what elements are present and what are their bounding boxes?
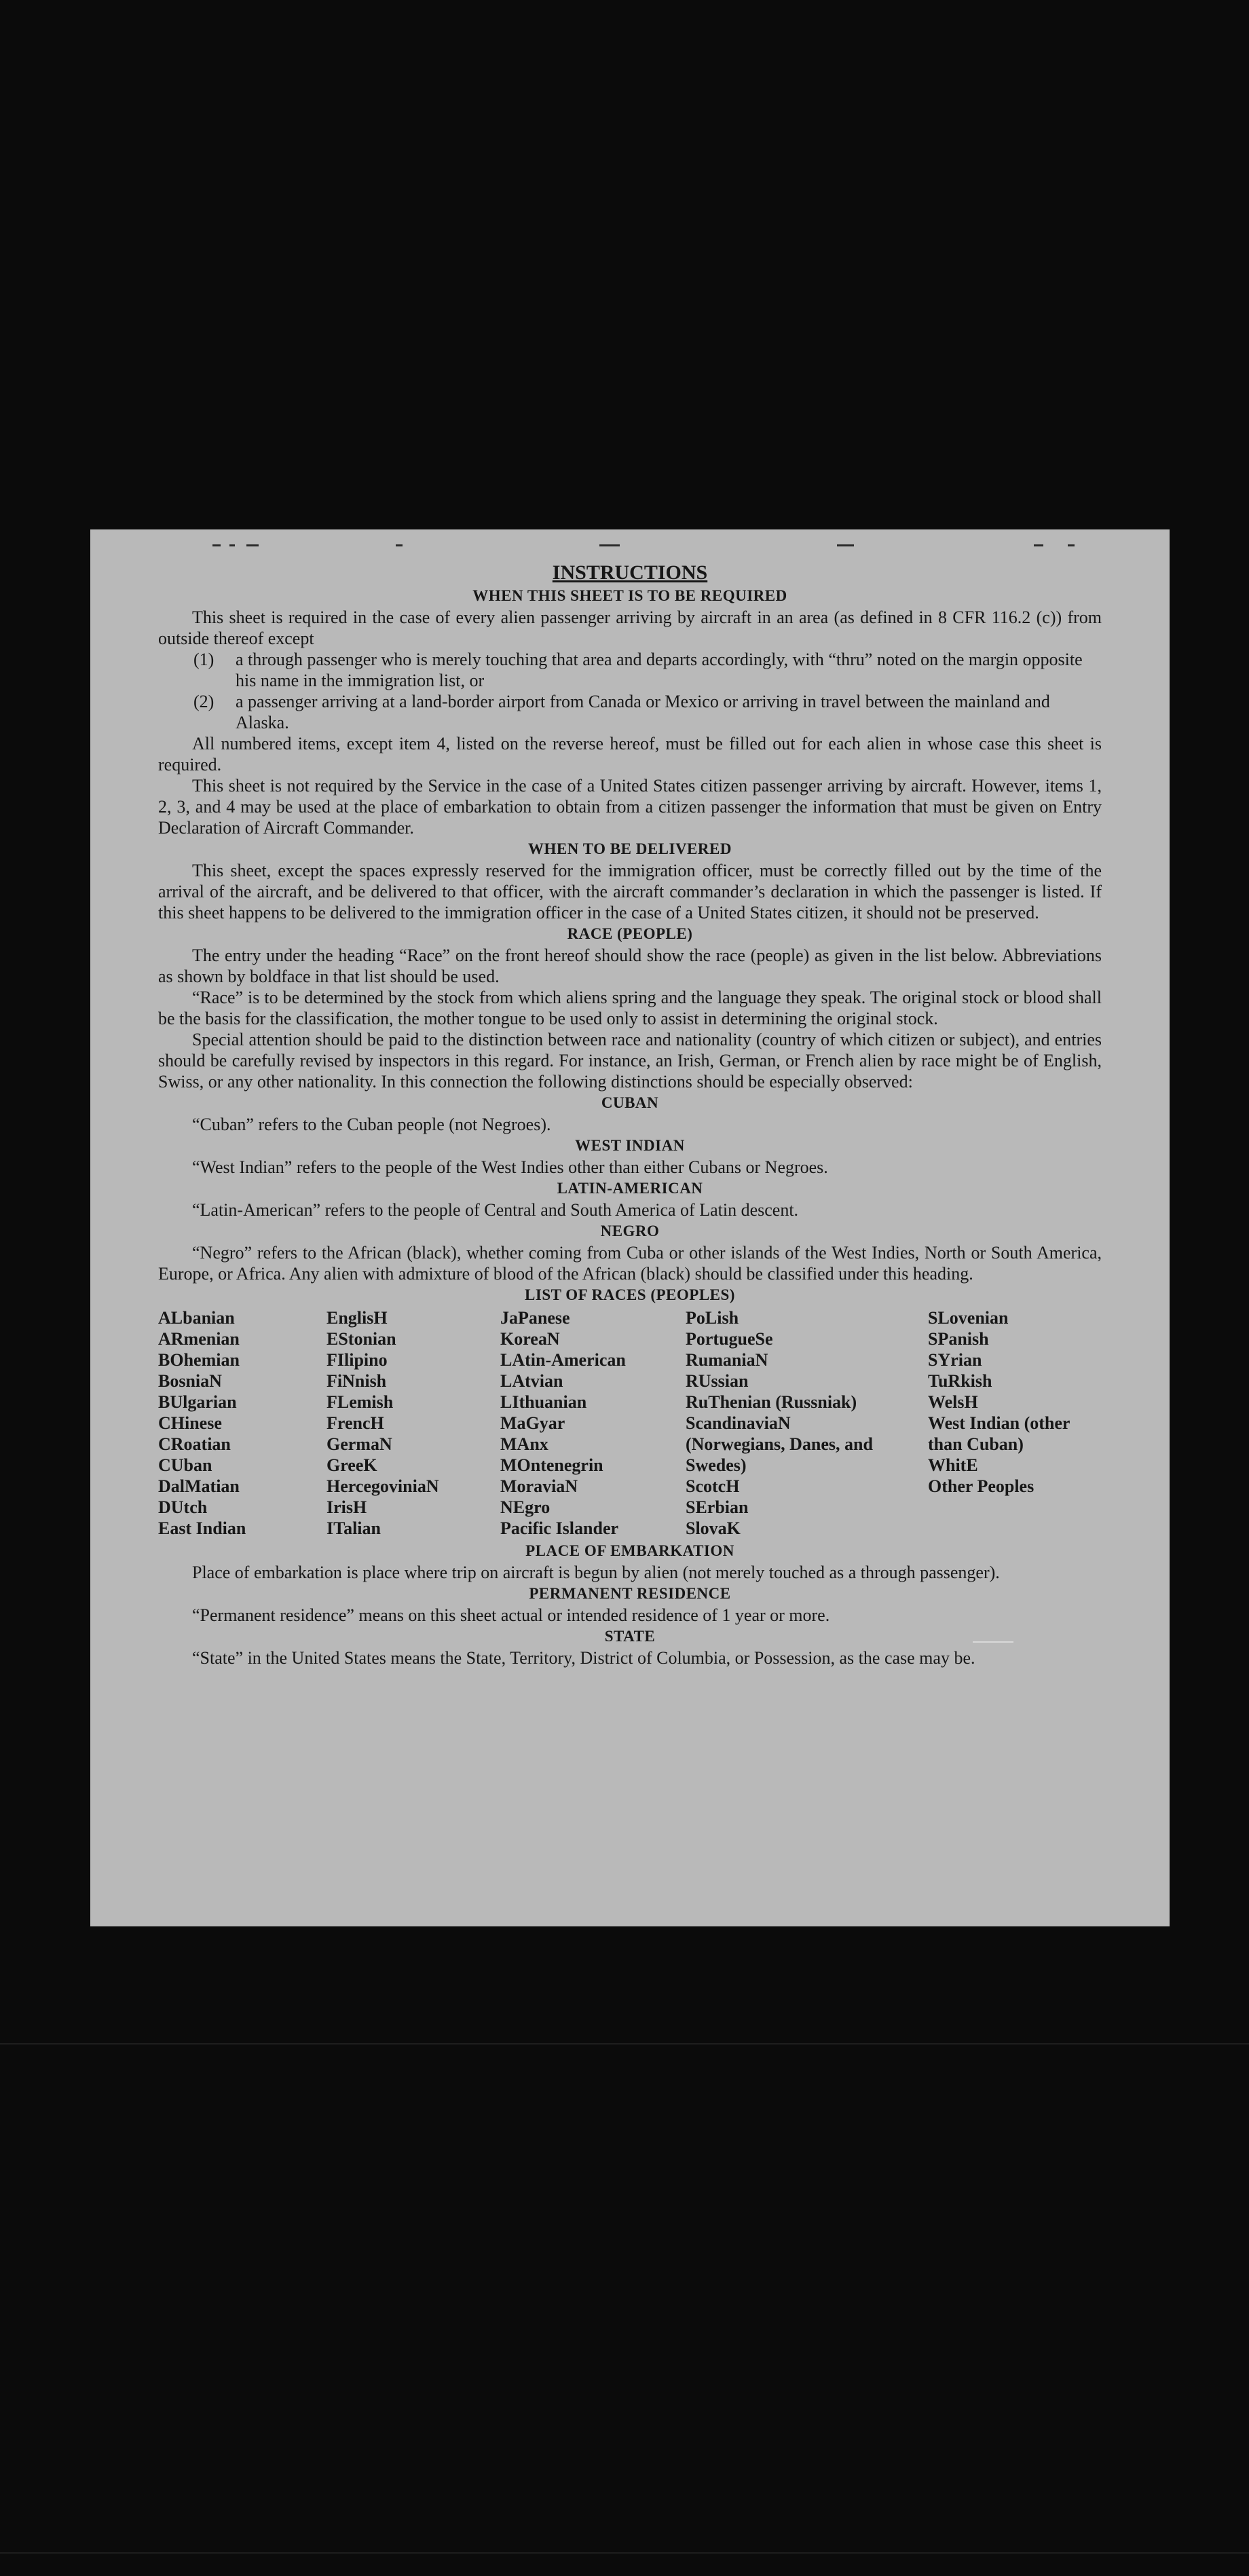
race-item: FiNnish	[327, 1371, 387, 1391]
paragraph-race-3: Special attention should be paid to the distinction between race and nationality (country of which citizen or subject), and entries should be carefully revised by inspectors in this regard. For instance, an Irish, German, or French alien by race might be of English, Swiss, or any other nationality. In this connection the following distinctions should be especially observed:	[158, 1030, 1102, 1091]
race-item: FLemish	[327, 1392, 394, 1412]
heading-cuban: CUBAN	[601, 1094, 659, 1111]
race-item: MOntenegrin	[500, 1455, 603, 1475]
race-item: EStonian	[327, 1329, 396, 1349]
race-item: RUssian	[686, 1371, 749, 1391]
race-item: TuRkish	[928, 1371, 992, 1391]
paragraph-numbered-items: All numbered items, except item 4, listed on the reverse hereof, must be filled out for each alien in whose case this sheet is required.	[158, 734, 1102, 774]
heading-place-of-embarkation: PLACE OF EMBARKATION	[525, 1542, 734, 1559]
race-item: BUlgarian	[158, 1392, 237, 1412]
race-item: SErbian	[686, 1497, 749, 1517]
exception-item-1	[193, 649, 1102, 691]
paragraph-cuban: “Cuban” refers to the Cuban people (not Negroes).	[192, 1115, 551, 1134]
races-column-1	[158, 1307, 327, 1539]
races-column-2	[327, 1307, 500, 1539]
heading-list-of-races: LIST OF RACES (PEOPLES)	[525, 1286, 735, 1303]
race-item: WhitE	[928, 1455, 978, 1475]
paragraph-west-indian: “West Indian” refers to the people of the West Indies other than either Cubans or Negroes.	[192, 1157, 828, 1177]
race-item: LAtin-American	[500, 1350, 626, 1370]
race-item: PortugueSe	[686, 1329, 773, 1349]
races-list	[158, 1307, 1102, 1539]
scan-mark	[973, 1641, 1013, 1643]
races-column-3	[500, 1307, 686, 1539]
race-item: FIlipino	[327, 1350, 388, 1370]
race-item: GermaN	[327, 1434, 392, 1454]
paragraph-not-required: This sheet is not required by the Service in the case of a United States citizen passenger arriving by aircraft. However, items 1, 2, 3, and 4 may be used at the place of embarkation to obtain from a citizen passenger the information that must be given on Entry Declaration of Aircraft Commander.	[158, 776, 1102, 838]
race-item: BosniaN	[158, 1371, 222, 1391]
race-item: ScandinaviaN (Norwegians, Danes, and Swedes)	[686, 1413, 873, 1475]
races-column-4	[686, 1307, 928, 1539]
paragraph-race-1: The entry under the heading “Race” on the front hereof should show the race (people) as given in the list below. Abbreviations as shown by boldface in that list should be used.	[158, 946, 1102, 986]
race-item: Pacific Islander	[500, 1518, 619, 1538]
race-item: LAtvian	[500, 1371, 563, 1391]
scan-line	[0, 2552, 1249, 2554]
race-item: EnglisH	[327, 1308, 388, 1328]
race-item: KoreaN	[500, 1329, 560, 1349]
race-item: FrencH	[327, 1413, 384, 1433]
paragraph-required: This sheet is required in the case of every alien passenger arriving by aircraft in an area (as defined in 8 CFR 116.2 (c)) from outside thereof except	[158, 608, 1102, 648]
race-item: MaGyar	[500, 1413, 565, 1433]
race-item: ScotcH	[686, 1476, 740, 1496]
race-item: MoraviaN	[500, 1476, 578, 1496]
heading-latin-american: LATIN-AMERICAN	[557, 1180, 703, 1197]
race-item: WelsH	[928, 1392, 978, 1412]
race-item: CRoatian	[158, 1434, 231, 1454]
race-item: SPanish	[928, 1329, 989, 1349]
scan-specks	[90, 544, 1170, 558]
heading-when-required: WHEN THIS SHEET IS TO BE REQUIRED	[472, 587, 787, 604]
race-item: ALbanian	[158, 1308, 235, 1328]
race-item: ITalian	[327, 1518, 381, 1538]
race-item: East Indian	[158, 1518, 246, 1538]
scan-line	[0, 2043, 1249, 2045]
heading-west-indian: WEST INDIAN	[575, 1137, 685, 1154]
paragraph-latin-american: “Latin-American” refers to the people of Central and South America of Latin descent.	[192, 1200, 799, 1220]
race-item: JaPanese	[500, 1308, 570, 1328]
heading-when-delivered: WHEN TO BE DELIVERED	[528, 840, 732, 857]
race-item: ARmenian	[158, 1329, 240, 1349]
exception-text: a through passenger who is merely touching that area and departs accordingly, with “thru” noted on the margin opposite his name in the immigration list, or	[236, 650, 1083, 690]
exception-item-2	[193, 691, 1102, 733]
exception-text: a passenger arriving at a land-border airport from Canada or Mexico or arriving in travel between the mainland and Alaska.	[236, 692, 1050, 732]
paragraph-negro: “Negro” refers to the African (black), whether coming from Cuba or other islands of the West Indies, North or South America, Europe, or Africa. Any alien with admixture of blood of the African (black) should be classified under this heading.	[158, 1243, 1102, 1284]
document-page	[90, 529, 1170, 1926]
paragraph-delivered: This sheet, except the spaces expressly reserved for the immigration officer, must be correctly filled out by the time of the arrival of the aircraft, and be delivered to that officer, with the aircraft commander’s declaration in which the passenger is listed. If this sheet happens to be delivered to the immigration officer in the case of a United States citizen, it should not be preserved.	[158, 861, 1102, 922]
race-item: MAnx	[500, 1434, 548, 1454]
race-item: PoLish	[686, 1308, 739, 1328]
race-item: RumaniaN	[686, 1350, 768, 1370]
heading-permanent-residence: PERMANENT RESIDENCE	[529, 1585, 731, 1602]
paragraph-residence: “Permanent residence” means on this sheet actual or intended residence of 1 year or more.	[192, 1605, 830, 1625]
race-item: CHinese	[158, 1413, 222, 1433]
paragraph-race-2: “Race” is to be determined by the stock from which aliens spring and the language they speak. The original stock or blood shall be the basis for the classification, the mother tongue to be used only to assist in determining the original stock.	[158, 988, 1102, 1028]
exception-number: (1)	[193, 650, 215, 669]
race-item: SYrian	[928, 1350, 982, 1370]
race-item: BOhemian	[158, 1350, 240, 1370]
race-item: West Indian (other than Cuban)	[928, 1413, 1070, 1454]
exception-number: (2)	[193, 692, 215, 711]
race-item: DUtch	[158, 1497, 208, 1517]
race-item: DalMatian	[158, 1476, 240, 1496]
paragraph-state: “State” in the United States means the State, Territory, District of Columbia, or Possession, as the case may be.	[192, 1648, 975, 1668]
race-item: SlovaK	[686, 1518, 741, 1538]
race-item: GreeK	[327, 1455, 377, 1475]
race-item: RuThenian (Russniak)	[686, 1392, 857, 1412]
race-item: LIthuanian	[500, 1392, 587, 1412]
race-item: HercegoviniaN	[327, 1476, 439, 1496]
heading-race: RACE (PEOPLE)	[567, 925, 693, 942]
paragraph-embarkation: Place of embarkation is place where trip on aircraft is begun by alien (not merely touched as a through passenger).	[192, 1563, 1000, 1582]
heading-negro: NEGRO	[600, 1222, 660, 1239]
race-item: NEgro	[500, 1497, 551, 1517]
races-column-5	[928, 1307, 1102, 1539]
race-item: IrisH	[327, 1497, 367, 1517]
race-item: SLovenian	[928, 1308, 1009, 1328]
heading-state: STATE	[604, 1628, 656, 1645]
race-item: Other Peoples	[928, 1476, 1034, 1496]
race-item: CUban	[158, 1455, 212, 1475]
page-title: INSTRUCTIONS	[552, 561, 708, 584]
